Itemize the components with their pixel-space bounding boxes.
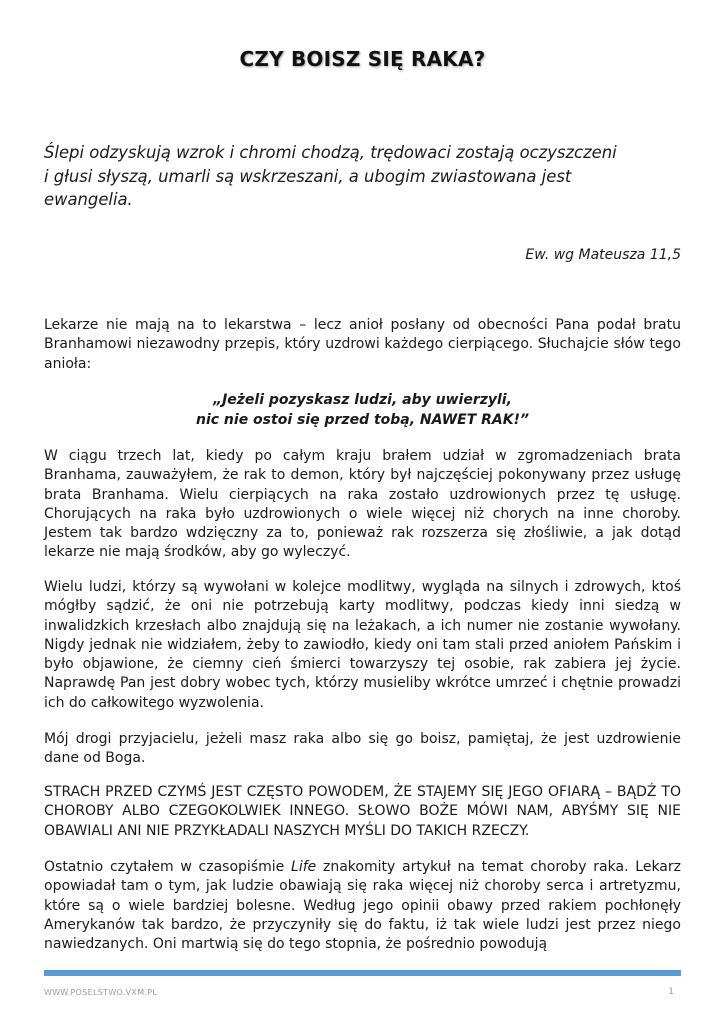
angel-quote-line: „Jeżeli pozyskasz ludzi, aby uwierzyli, xyxy=(213,392,512,408)
epigraph-line: ewangelia. xyxy=(44,190,133,209)
paragraph-fear-warning: STRACH PRZED CZYMŚ JEST CZĘSTO POWODEM, ŻE STAJEMY SIĘ JEGO OFIARĄ – BĄDŹ TO CHOROBY ALBO CZEGOKOLWIEK INNEGO. SŁOWO BOŻE MÓWI NAM, ABYŚMY SIĘ NIE OBAWIALI ANI NIE PRZYKŁADALI NASZYCH MYŚLI DO TAKICH RZECZY. xyxy=(44,784,681,839)
epigraph-citation: Ew. wg Mateusza 11,5 xyxy=(525,247,681,263)
epigraph-line: i głusi słyszą, umarli są wskrzeszani, a ubogim zwiastowana jest xyxy=(44,166,572,186)
angel-quote xyxy=(44,390,681,430)
paragraph-encouragement: Mój drogi przyjacielu, jeżeli masz raka albo się go boisz, pamiętaj, że jest uzdrowienie dane od Boga. xyxy=(44,731,681,767)
paragraph-life-article-rest: znakomity artykuł na temat choroby raka. Lekarz opowiadał tam o tym, jak ludzie obawiają się raka więcej niż choroby serca i artretyzmu, które są o wiele bardziej bolesne. Według jego opinii obawy przed rakiem pochłonęły Amerykanów tak bardzo, że przyczyniły się do faktu, iż tak wiele ludzi jest przez niego nawiedzanych. Oni martwią się do tego stopnia, że pośrednio powodują xyxy=(44,859,681,953)
epigraph-quote xyxy=(44,141,684,212)
angel-quote-line: nic nie ostoi się przed tobą, NAWET RAK!” xyxy=(195,412,530,428)
paragraph-testimony: W ciągu trzech lat, kiedy po całym kraju brałem udział w zgromadzeniach brata Branhama, zauważyłem, że rak to demon, który był najczęściej pokonywany przez usługę brata Branhama. Wielu cierpiących na raka zostało uzdrowionych przez tę usługę. Chorujących na raka było uzdrowionych o wiele więcej niż chorych na inne choroby. Jestem tak bardzo wdzięczny za to, ponieważ rak rozszerza się złośliwie, a jak dotąd lekarze nie mają środków, aby go wyleczyć. xyxy=(44,448,681,561)
paragraph-life-article-start: Ostatnio czytałem w czasopiśmie xyxy=(44,859,292,875)
magazine-title: Life xyxy=(291,859,317,875)
paragraph-intro: Lekarze nie mają na to lekarstwa – lecz anioł posłany od obecności Pana podał bratu Branhamowi niezawodny przepis, który uzdrowi każdego cierpiącego. Słuchajcie słów tego anioła: xyxy=(44,317,681,372)
page-number: 1 xyxy=(668,987,674,997)
page-title: CZY BOISZ SIĘ RAKA? xyxy=(239,47,486,71)
footer-website: WWW.POSELSTWO.VXM.PL xyxy=(44,988,158,997)
paragraph-prayer-line: Wielu ludzi, którzy są wywołani w kolejce modlitwy, wygląda na silnych i zdrowych, ktoś mógłby sądzić, że oni nie potrzebują karty modlitwy, podczas kiedy inni siedzą w inwalidzkich krzesłach albo znajdują się na leżakach, a ich numer nie zostanie wywołany. Nigdy jednak nie widziałem, żeby to zawiodło, kiedy oni tam stali przed aniołem Pańskim i było objawione, że ciemny cień śmierci towarzyszy tej osobie, rak zabiera jej życie. Naprawdę Pan jest dobry wobec tych, którzy musieliby wkrótce umrzeć i chętnie prowadzi ich do całkowitego wyzwolenia. xyxy=(44,579,681,711)
epigraph-line: Ślepi odzyskują wzrok i chromi chodzą, trędowaci zostają oczyszczeni xyxy=(44,143,617,162)
footer-rule xyxy=(44,970,681,976)
paragraph-life-article xyxy=(44,858,681,954)
